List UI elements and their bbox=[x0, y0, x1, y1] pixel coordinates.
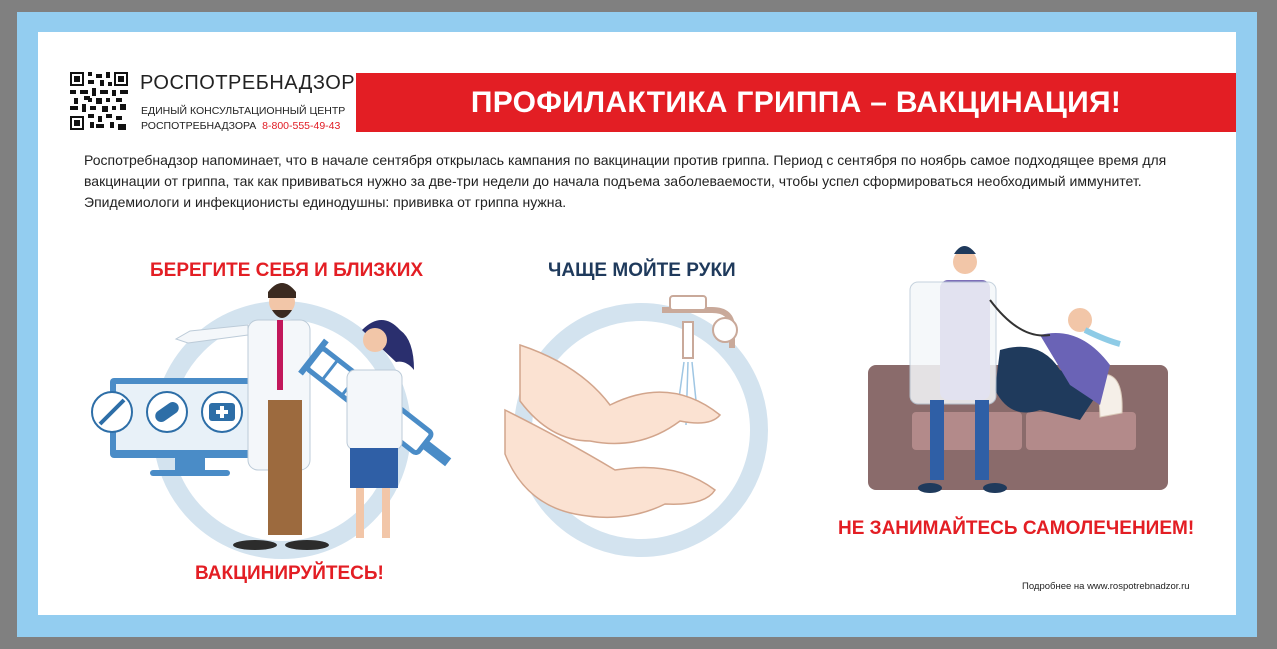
panel-2-heading: ЧАЩЕ МОЙТЕ РУКИ bbox=[548, 260, 736, 281]
hotline-phone: 8-800-555-49-43 bbox=[262, 120, 341, 132]
hotline-line-2: РОСПОТРЕБНАДЗОРА bbox=[141, 120, 257, 132]
more-info-link[interactable]: Подробнее на www.rospotrebnadzor.ru bbox=[1022, 581, 1190, 592]
intro-text: Роспотребнадзор напоминает, что в начале сентября открылась кампания по вакцинации против гриппа. Период с сентября по ноябрь самое подходящее время для вакцинации от гриппа, так как прививаться нужно за две-три недели до начала подъема заболеваемости, чтобы успел сформироваться необходимый иммунитет. Эпидемиологи и инфекционисты единодушны: прививка от гриппа нужна. bbox=[84, 152, 1167, 210]
panel-3-footer: НЕ ЗАНИМАЙТЕСЬ САМОЛЕЧЕНИЕМ! bbox=[838, 518, 1195, 539]
hotline-line-1: ЕДИНЫЙ КОНСУЛЬТАЦИОННЫЙ ЦЕНТР bbox=[141, 105, 346, 117]
page-title: ПРОФИЛАКТИКА ГРИППА – ВАКЦИНАЦИЯ! bbox=[356, 73, 1236, 132]
syringe-icon bbox=[92, 392, 132, 432]
panel-1-footer: ВАКЦИНИРУЙТЕСЬ! bbox=[195, 563, 384, 584]
panel-2-illustration bbox=[505, 296, 759, 548]
first-aid-kit-icon bbox=[202, 392, 242, 432]
panel-3-illustration bbox=[868, 246, 1168, 493]
panel-1-illustration bbox=[92, 283, 461, 550]
org-name: РОСПОТРЕБНАДЗОР bbox=[140, 72, 356, 94]
pill-icon bbox=[147, 392, 187, 432]
panel-1-heading: БЕРЕГИТЕ СЕБЯ И БЛИЗКИХ bbox=[150, 260, 424, 281]
